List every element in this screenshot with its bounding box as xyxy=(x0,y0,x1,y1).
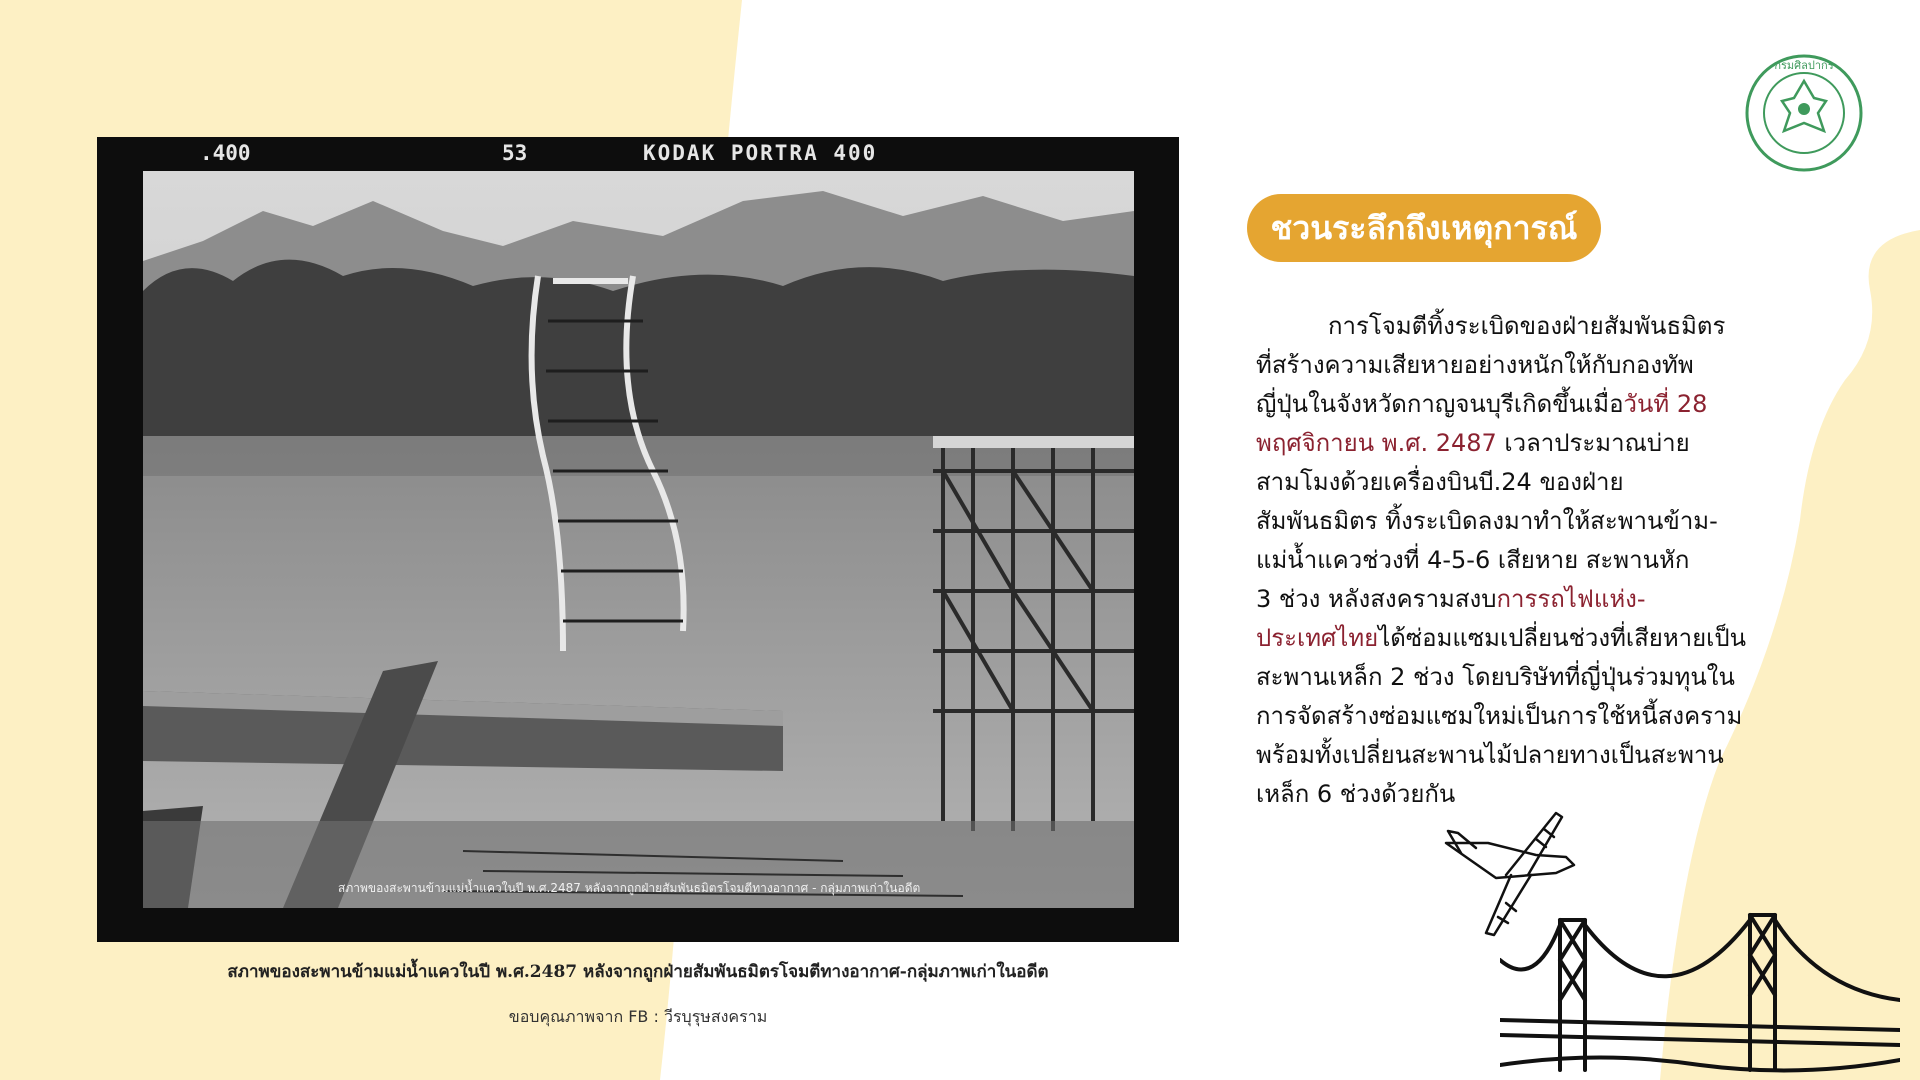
body-line: สะพานเหล็ก 2 ช่วง โดยบริษัทที่ญี่ปุ่นร่วมทุนใน xyxy=(1256,663,1735,691)
body-text-segment: 3 ช่วง หลังสงครามสงบ xyxy=(1256,585,1497,613)
body-text-segment: ญี่ปุ่นในจังหวัดกาญจนบุรีเกิดขึ้นเมื่อ xyxy=(1256,390,1624,418)
body-line: สัมพันธมิตร ทิ้งระเบิดลงมาทำให้สะพานข้าม- xyxy=(1256,507,1718,535)
body-line: การโจมตีทิ้งระเบิดของฝ่ายสัมพันธมิตร xyxy=(1328,312,1726,340)
photo-credit: ขอบคุณภาพจาก FB : วีรบุรุษสงคราม xyxy=(508,1007,768,1026)
event-description xyxy=(1256,307,1796,814)
body-line xyxy=(1256,424,1796,463)
logo-text: กรมศิลปากร xyxy=(1774,59,1834,72)
film-frame-number: 53 xyxy=(502,141,528,165)
body-line xyxy=(1256,385,1796,424)
film-edge-markings xyxy=(97,137,1179,171)
photo-caption: สภาพของสะพานข้ามแม่น้ำแควในปี พ.ศ.2487 หลังจากถูกฝ่ายสัมพันธมิตรโจมตีทางอากาศ-กลุ่มภาพเก่าในอดีต xyxy=(227,962,1049,982)
body-text-segment: เวลาประมาณบ่าย xyxy=(1496,429,1690,457)
body-line xyxy=(1256,580,1796,619)
body-line: สามโมงด้วยเครื่องบินบี.24 ของฝ่าย xyxy=(1256,468,1624,496)
body-line: การจัดสร้างซ่อมแซมใหม่เป็นการใช้หนี้สงคราม xyxy=(1256,702,1743,730)
highlighted-date: วันที่ 28 xyxy=(1623,390,1708,418)
film-brand: KODAK PORTRA 400 xyxy=(643,141,878,165)
body-line: ที่สร้างความเสียหายอย่างหนักให้กับกองทัพ xyxy=(1256,351,1694,379)
fine-arts-department-logo xyxy=(1744,53,1864,173)
body-line: แม่น้ำแควช่วงที่ 4-5-6 เสียหาย สะพานหัก xyxy=(1256,546,1690,574)
film-frame-left: .400 xyxy=(200,141,251,165)
highlighted-organization: ประเทศไทย xyxy=(1256,624,1379,652)
body-line: พร้อมทั้งเปลี่ยนสะพานไม้ปลายทางเป็นสะพาน xyxy=(1256,741,1724,769)
highlighted-date: พฤศจิกายน พ.ศ. 2487 xyxy=(1256,429,1497,457)
highlighted-organization: การรถไฟแห่ง- xyxy=(1496,585,1646,613)
section-heading: ชวนระลึกถึงเหตุการณ์ xyxy=(1247,194,1601,262)
bridge-photo xyxy=(143,171,1134,908)
body-line xyxy=(1256,619,1796,658)
body-text-segment: ได้ซ่อมแซมเปลี่ยนช่วงที่เสียหายเป็น xyxy=(1378,624,1747,652)
photo-overlay-caption: สภาพของสะพานข้ามแม่น้ำแควในปี พ.ศ.2487 หลังจากถูกฝ่ายสัมพันธมิตรโจมตีทางอากาศ - กลุ่มภาพเก่าในอดีต xyxy=(338,881,921,895)
bridge-icon xyxy=(1500,900,1900,1075)
body-line: เหล็ก 6 ช่วงด้วยกัน xyxy=(1256,780,1456,808)
historical-photo-frame xyxy=(97,137,1179,942)
